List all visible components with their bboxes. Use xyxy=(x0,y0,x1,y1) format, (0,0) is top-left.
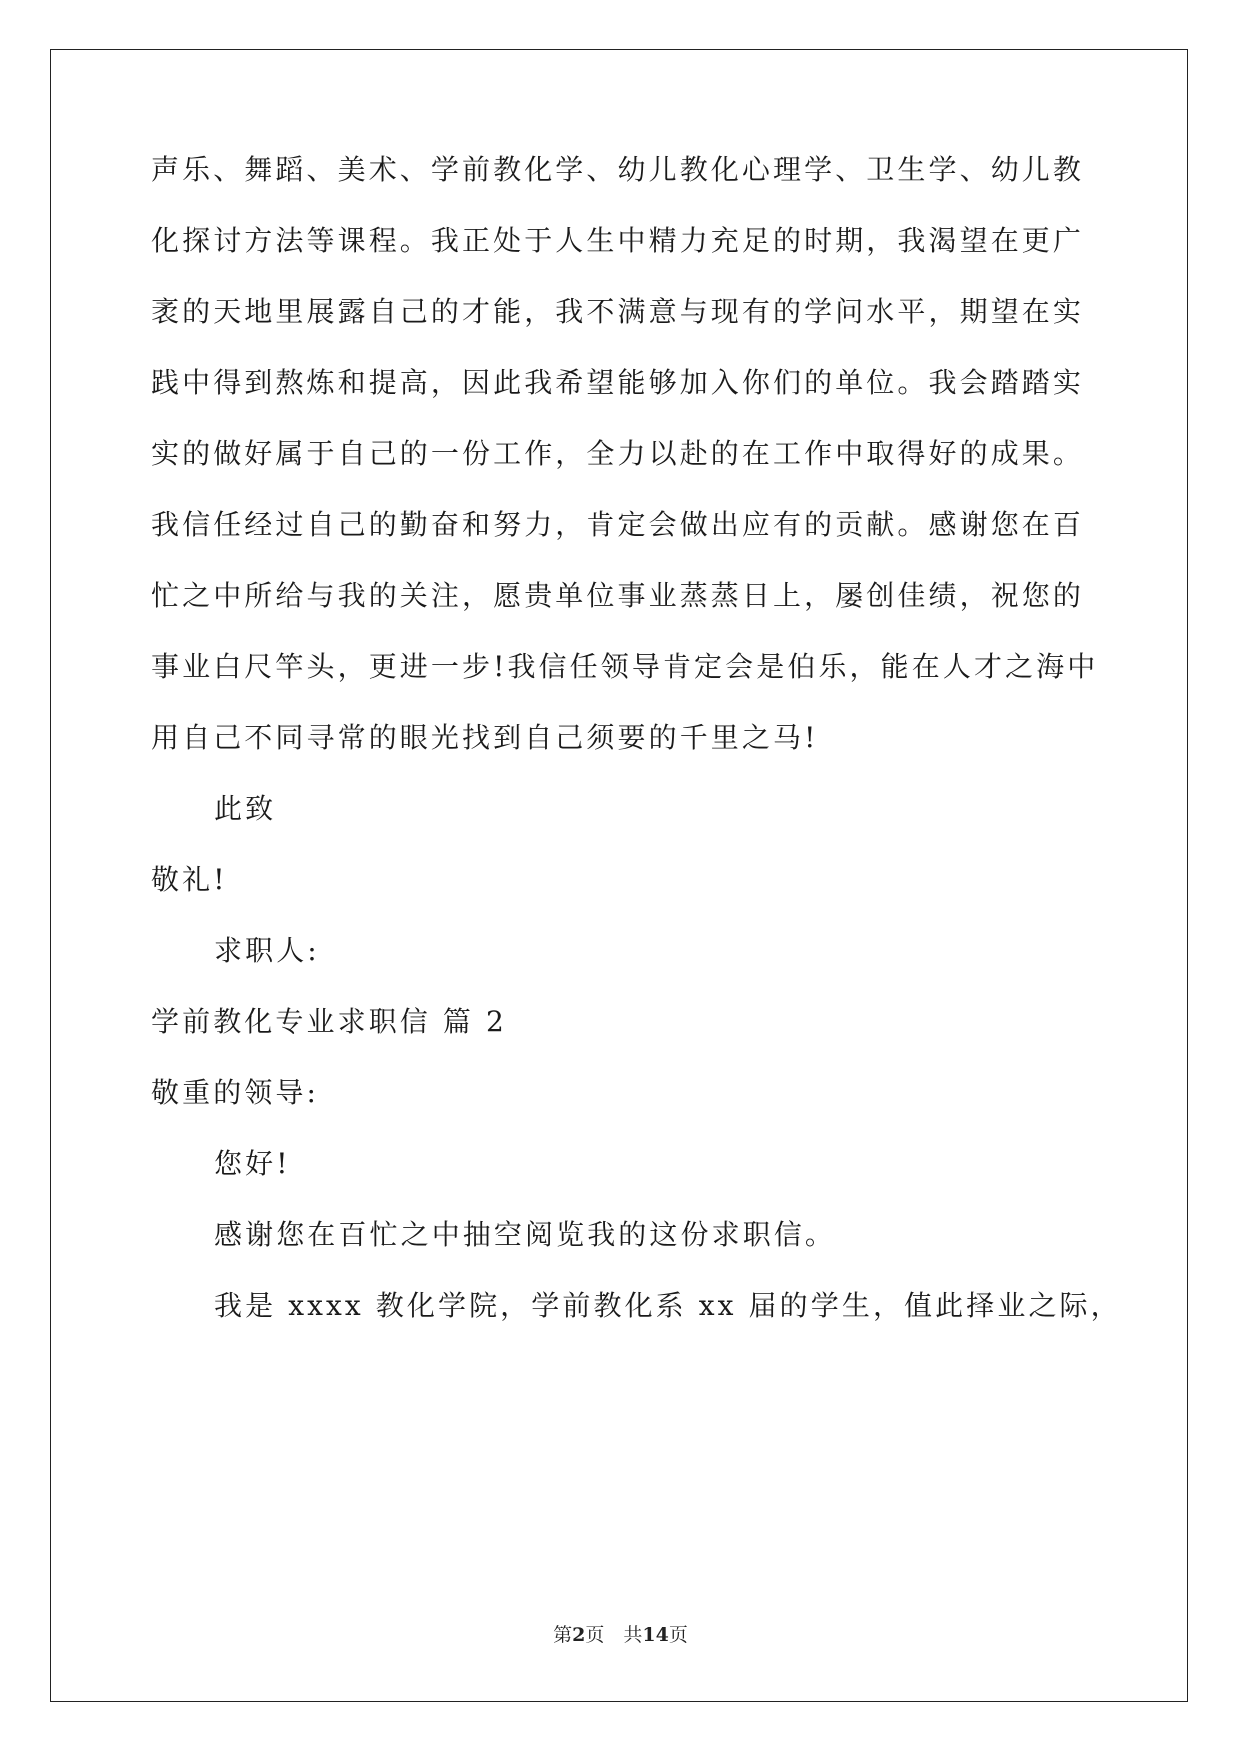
greeting: 您好! xyxy=(214,1147,291,1180)
page-footer xyxy=(0,1623,1241,1647)
closing-jing-li: 敬礼! xyxy=(151,863,228,896)
body-line-2: 化探讨方法等课程。我正处于人生中精力充足的时期，我渴望在更广 xyxy=(151,224,1085,257)
intro-line: 我是 xxxx 教化学院，学前教化系 xx 届的学生，值此择业之际， xyxy=(214,1289,1122,1322)
body-line-3: 袤的天地里展露自己的才能，我不满意与现有的学问水平，期望在实 xyxy=(151,295,1085,328)
closing-ci-zhi: 此致 xyxy=(214,792,277,825)
body-line-1: 声乐、舞蹈、美术、学前教化学、幼儿教化心理学、卫生学、幼儿教 xyxy=(151,153,1085,186)
footer-mid: 页 共 xyxy=(585,1624,643,1646)
body-line-8: 事业白尺竿头，更进一步!我信任领导肯定会是伯乐，能在人才之海中 xyxy=(151,650,1099,683)
body-line-9: 用自己不同寻常的眼光找到自己须要的千里之马! xyxy=(151,721,819,754)
thanks-line: 感谢您在百忙之中抽空阅览我的这份求职信。 xyxy=(214,1218,837,1251)
body-line-6: 我信任经过自己的勤奋和努力，肯定会做出应有的贡献。感谢您在百 xyxy=(151,508,1085,541)
footer-prefix: 第 xyxy=(553,1624,573,1646)
section-title: 学前教化专业求职信 篇 2 xyxy=(151,1005,507,1038)
body-line-5: 实的做好属于自己的一份工作，全力以赴的在工作中取得好的成果。 xyxy=(151,437,1085,470)
footer-page-number: 2 xyxy=(572,1624,586,1646)
body-line-7: 忙之中所给与我的关注，愿贵单位事业蒸蒸日上，屡创佳绩，祝您的 xyxy=(151,579,1085,612)
salutation: 敬重的领导: xyxy=(151,1076,320,1109)
applicant-signature: 求职人: xyxy=(214,934,320,967)
footer-suffix: 页 xyxy=(668,1624,688,1646)
footer-total-pages: 14 xyxy=(642,1624,669,1646)
body-line-4: 践中得到熬炼和提高，因此我希望能够加入你们的单位。我会踏踏实 xyxy=(151,366,1085,399)
